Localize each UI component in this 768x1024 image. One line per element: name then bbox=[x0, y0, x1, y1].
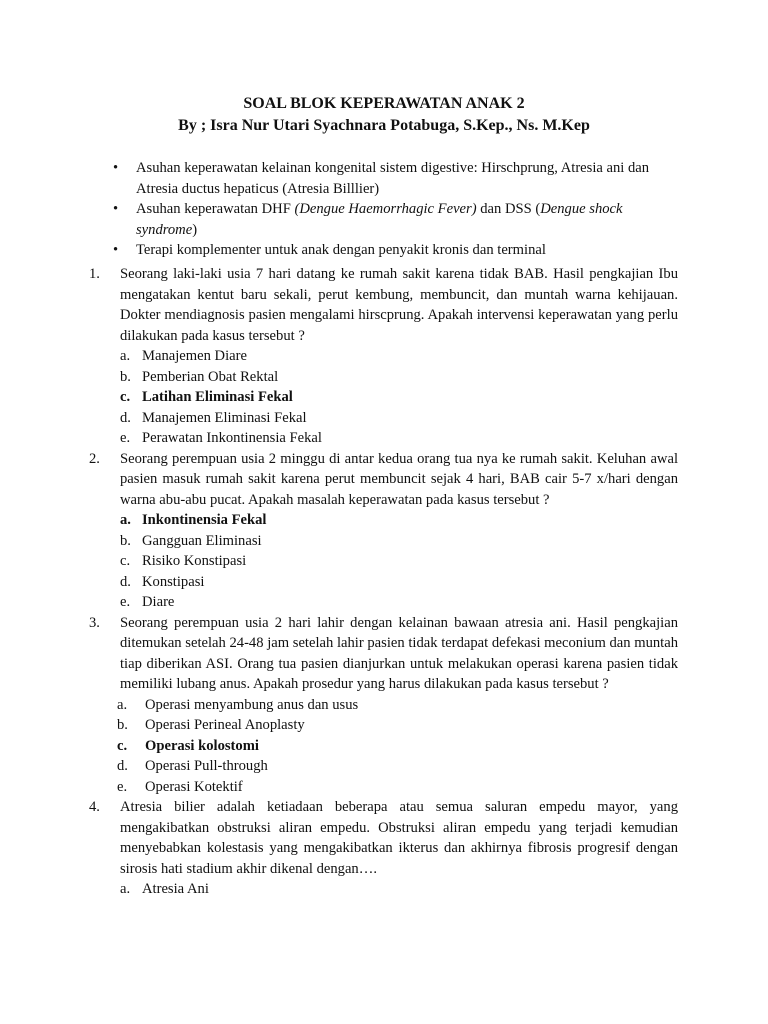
answer-option bbox=[117, 756, 678, 777]
option-text: Diare bbox=[142, 594, 175, 610]
title-line-2: By ; Isra Nur Utari Syachnara Potabuga, S.Kep., Ns. M.Kep bbox=[178, 117, 590, 134]
answer-option bbox=[120, 879, 678, 900]
question-number: 1. bbox=[89, 266, 100, 282]
answer-option bbox=[117, 715, 678, 736]
option-letter: b. bbox=[117, 717, 128, 733]
answer-option bbox=[120, 592, 678, 613]
question-item bbox=[89, 449, 678, 613]
option-text: Operasi Kotektif bbox=[145, 778, 243, 795]
option-letter: e. bbox=[117, 778, 128, 795]
question-text: Seorang perempuan usia 2 minggu di antar kedua orang tua nya ke rumah sakit. Keluhan awal pasien masuk rumah sakit karena perut membuncit sejak 4 hari, BAB cair 5-7 x/hari dengan warna abu-abu pucat. Apakah masalah keperawatan pada kasus tersebut ? bbox=[120, 450, 678, 508]
topic-bullet-list bbox=[113, 158, 683, 261]
option-text: Gangguan Eliminasi bbox=[142, 532, 262, 549]
answer-option bbox=[120, 367, 678, 388]
bullet-dot-icon: • bbox=[113, 160, 119, 176]
option-letter: e. bbox=[120, 594, 131, 610]
bullet-text-italic: Dengue shock syndrome bbox=[136, 201, 623, 238]
option-text: Operasi menyambung anus dan usus bbox=[145, 696, 359, 713]
bullet-text-part: dan DSS ( bbox=[476, 201, 541, 217]
answer-option bbox=[120, 551, 678, 572]
option-text: Operasi Pull-through bbox=[145, 758, 268, 774]
option-text: Manajemen Diare bbox=[142, 348, 247, 364]
answer-option bbox=[120, 408, 678, 429]
option-letter: c. bbox=[120, 389, 131, 405]
bullet-text-part: Asuhan keperawatan kelainan kongenital sistem digestive: Hirschprung, Atresia ani dan Atresia ductus hepaticus (Atresia Billlier) bbox=[136, 160, 650, 197]
option-text: Konstipasi bbox=[142, 573, 205, 590]
option-letter: b. bbox=[120, 532, 131, 549]
question-number: 2. bbox=[89, 450, 100, 467]
option-letter: c. bbox=[120, 553, 131, 569]
question-text: Seorang laki-laki usia 7 hari datang ke rumah sakit karena tidak BAB. Hasil pengkajian Ibu mengatakan kentut baru sekali, perut kembung, membuncit, dan muntah warna kehijauan. Dokter mendiagnosis pasien mengalami hirscprung. Apakah intervensi keperawatan yang perlu dilakukan pada kasus tersebut ? bbox=[120, 266, 678, 344]
option-letter: c. bbox=[117, 737, 128, 754]
topic-bullet-item bbox=[113, 158, 683, 199]
answer-option bbox=[120, 346, 678, 367]
option-letter: a. bbox=[117, 696, 128, 713]
bullet-text bbox=[136, 160, 649, 197]
bullet-dot-icon: • bbox=[113, 201, 119, 217]
option-letter: d. bbox=[120, 409, 131, 426]
option-letter: e. bbox=[120, 430, 131, 446]
topic-bullet-item bbox=[113, 240, 683, 261]
question-text: Atresia bilier adalah ketiadaan beberapa atau semua saluran empedu mayor, yang mengakibatkan obstruksi aliran empedu. Obstruksi aliran empedu yang terjadi kemudian menyebabkan kolestasis yang mengakibatkan ikterus dan akhirnya fibrosis progresif dengan sirosis hati stadium akhir dikenal dengan…. bbox=[120, 799, 678, 877]
answer-option bbox=[117, 777, 678, 798]
option-text: Latihan Eliminasi Fekal bbox=[142, 389, 293, 405]
option-text: Manajemen Eliminasi Fekal bbox=[142, 409, 307, 426]
answer-option bbox=[120, 428, 678, 449]
answer-option bbox=[120, 572, 678, 593]
question-item bbox=[89, 613, 678, 798]
option-text: Operasi Perineal Anoplasty bbox=[145, 717, 305, 733]
answer-option-list bbox=[120, 510, 678, 613]
option-text: Perawatan Inkontinensia Fekal bbox=[142, 430, 322, 446]
bullet-text-part: Terapi komplementer untuk anak dengan penyakit kronis dan terminal bbox=[136, 242, 546, 258]
answer-option-list bbox=[120, 346, 678, 449]
title-line-1: SOAL BLOK KEPERAWATAN ANAK 2 bbox=[243, 95, 525, 112]
topic-bullet-item bbox=[113, 199, 683, 240]
option-letter: a. bbox=[120, 512, 131, 528]
answer-option bbox=[117, 695, 678, 716]
question-number: 3. bbox=[89, 614, 100, 631]
question-item bbox=[89, 797, 678, 900]
option-letter: d. bbox=[120, 573, 131, 590]
document-title bbox=[0, 93, 768, 137]
question-text: Seorang perempuan usia 2 hari lahir dengan kelainan bawaan atresia ani. Hasil pengkajian ditemukan setelah 24-48 jam setelah lahir pasien tidak terdapat defekasi meconium dan muntah tiap diberikan ASI. Orang tua pasien dianjurkan untuk melakukan operasi karena pasien tidak memiliki lubang anus. Apakah prosedur yang harus dilakukan pada kasus tersebut ? bbox=[120, 614, 678, 692]
option-text: Operasi kolostomi bbox=[145, 737, 259, 754]
bullet-text-italic: (Dengue Haemorrhagic Fever) bbox=[294, 201, 477, 217]
bullet-text bbox=[136, 242, 546, 258]
bullet-text-part: Asuhan keperawatan DHF bbox=[136, 201, 295, 217]
question-list bbox=[89, 264, 678, 900]
question-number: 4. bbox=[89, 799, 100, 815]
option-text: Atresia Ani bbox=[142, 881, 209, 897]
answer-option bbox=[120, 531, 678, 552]
question-item bbox=[89, 264, 678, 449]
option-letter: b. bbox=[120, 368, 131, 385]
answer-option-correct bbox=[117, 736, 678, 757]
option-letter: d. bbox=[117, 758, 128, 774]
bullet-text-part: ) bbox=[192, 221, 198, 238]
option-letter: a. bbox=[120, 881, 131, 897]
option-text: Inkontinensia Fekal bbox=[142, 512, 267, 528]
option-text: Pemberian Obat Rektal bbox=[142, 368, 279, 385]
answer-option-correct bbox=[120, 510, 678, 531]
option-text: Risiko Konstipasi bbox=[142, 553, 247, 569]
bullet-dot-icon: • bbox=[113, 242, 119, 258]
bullet-text bbox=[136, 201, 623, 238]
answer-option-correct bbox=[120, 387, 678, 408]
answer-option-list bbox=[120, 879, 678, 900]
option-letter: a. bbox=[120, 348, 131, 364]
answer-option-list bbox=[117, 695, 678, 798]
